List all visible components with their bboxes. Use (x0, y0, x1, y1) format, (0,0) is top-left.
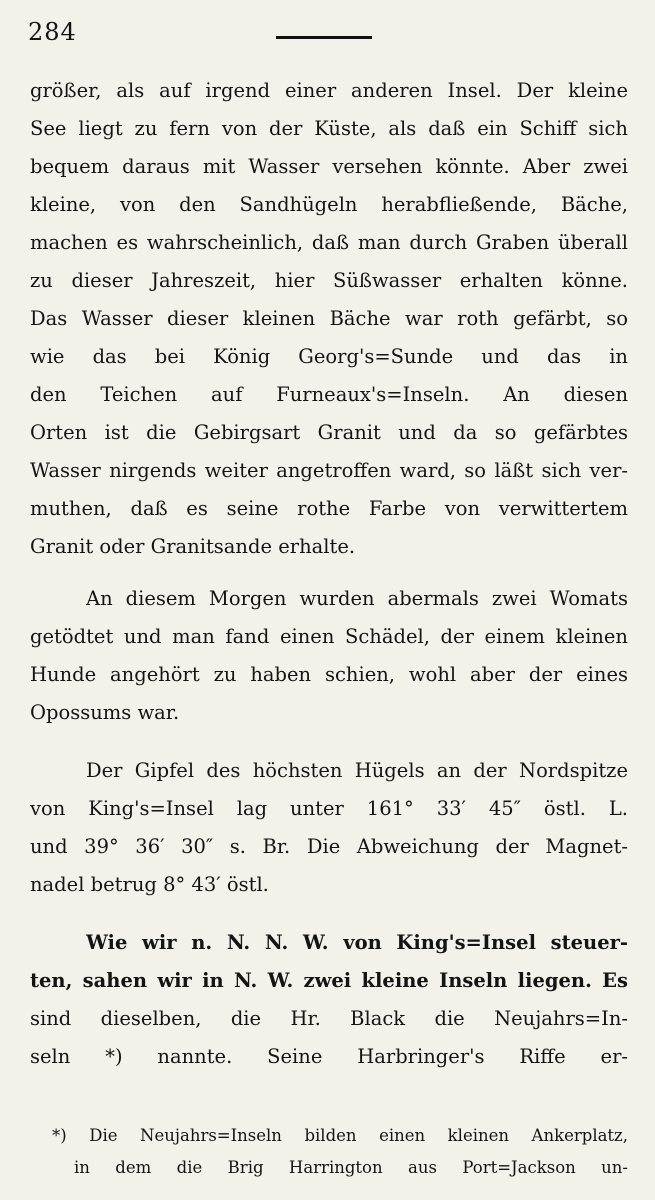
text-line: und 39° 36′ 30″ s. Br. Die Abweichung der Magnet- (30, 835, 628, 858)
text-line: Der Gipfel des höchsten Hügels an der Nordspitze (86, 759, 628, 782)
text-line: von King's=Insel lag unter 161° 33′ 45″ östl. L. (30, 797, 628, 820)
page-number: 284 (28, 18, 77, 46)
text-line: muthen, daß es seine rothe Farbe von verwittertem (30, 497, 628, 520)
text-line: Wie wir n. N. N. W. von King's=Insel steuer- (86, 931, 628, 954)
header-rule (276, 36, 372, 39)
footnote-line: *) Die Neujahrs=Inseln bilden einen kleinen Ankerplatz, (52, 1126, 628, 1145)
text-line: machen es wahrscheinlich, daß man durch Graben überall (30, 231, 628, 254)
text-line: Orten ist die Gebirgsart Granit und da so gefärbtes (30, 421, 628, 444)
text-line: An diesem Morgen wurden abermals zwei Womats (86, 587, 628, 610)
text-line: Opossums war. (30, 701, 180, 724)
text-line: Hunde angehört zu haben schien, wohl aber der eines (30, 663, 628, 686)
text-line: Granit oder Granitsande erhalte. (30, 535, 356, 558)
text-line: Das Wasser dieser kleinen Bäche war roth gefärbt, so (30, 307, 628, 330)
text-line: Wasser nirgends weiter angetroffen ward, so läßt sich ver- (30, 459, 628, 482)
text-line: seln *) nannte. Seine Harbringer's Riffe er- (30, 1045, 628, 1068)
text-line: größer, als auf irgend einer anderen Insel. Der kleine (30, 79, 628, 102)
text-line: den Teichen auf Furneaux's=Inseln. An diesen (30, 383, 628, 406)
text-line: nadel betrug 8° 43′ östl. (30, 873, 269, 896)
text-line: bequem daraus mit Wasser versehen könnte. Aber zwei (30, 155, 628, 178)
text-line: sind dieselben, die Hr. Black die Neujahrs=In- (30, 1007, 628, 1030)
text-line: wie das bei König Georg's=Sunde und das in (30, 345, 628, 368)
text-line: See liegt zu fern von der Küste, als daß ein Schiff sich (30, 117, 628, 140)
text-line: ten, sahen wir in N. W. zwei kleine Inseln liegen. Es (30, 969, 628, 992)
footnote-line: in dem die Brig Harrington aus Port=Jackson un- (74, 1158, 628, 1177)
text-line: kleine, von den Sandhügeln herabfließende, Bäche, (30, 193, 628, 216)
text-line: getödtet und man fand einen Schädel, der einem kleinen (30, 625, 628, 648)
page-header (28, 10, 627, 50)
text-line: zu dieser Jahreszeit, hier Süßwasser erhalten könne. (30, 269, 628, 292)
